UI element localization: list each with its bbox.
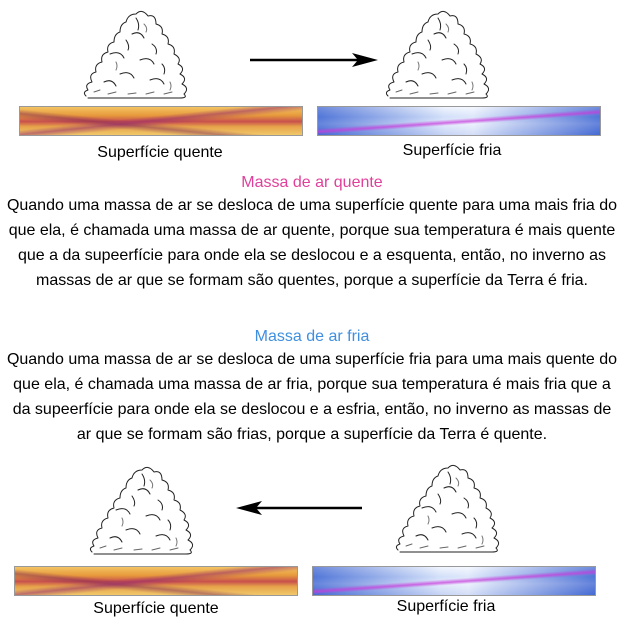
warm-air-mass-title: Massa de ar quente — [241, 174, 383, 191]
cold-surface-band — [317, 106, 601, 136]
cumulus-cloud-icon — [86, 460, 196, 560]
cumulus-cloud-icon — [392, 458, 502, 558]
cumulus-cloud-icon — [80, 4, 190, 104]
warm-surface-band — [14, 566, 298, 596]
cold-air-mass-text: Quando uma massa de ar se desloca de uma superfície fria para uma mais quente do que ela, é chamada uma massa de ar fria, porque sua temperatura é mais fria que a da supeerfície para onde ela se deslocou e a esfria, então, no inverno as massas de ar que se formam são frias, porque a superfície da Terra é quente. — [6, 351, 618, 443]
warm-surface-label: Superfície quente — [97, 144, 223, 161]
arrow-right-icon — [248, 52, 380, 68]
warm-surface-band — [19, 106, 303, 136]
cold-air-mass-title: Massa de ar fria — [254, 328, 370, 345]
arrow-left-icon — [234, 500, 364, 516]
cold-surface-band — [312, 566, 596, 596]
cumulus-cloud-icon — [382, 4, 492, 104]
warm-surface-label: Superfície quente — [93, 600, 219, 617]
cold-surface-label: Superfície fria — [402, 142, 502, 159]
cold-surface-label: Superfície fria — [396, 598, 496, 615]
warm-air-mass-text: Quando uma massa de ar se desloca de uma superfície quente para uma mais fria do que ela, é chamada uma massa de ar quente, porque sua temperatura é mais quente que a da supeerfície para onde ela se deslocou e a esquenta, então, no inverno as massas de ar que se formam são quentes, porque a superfície da Terra é fria. — [6, 197, 618, 289]
